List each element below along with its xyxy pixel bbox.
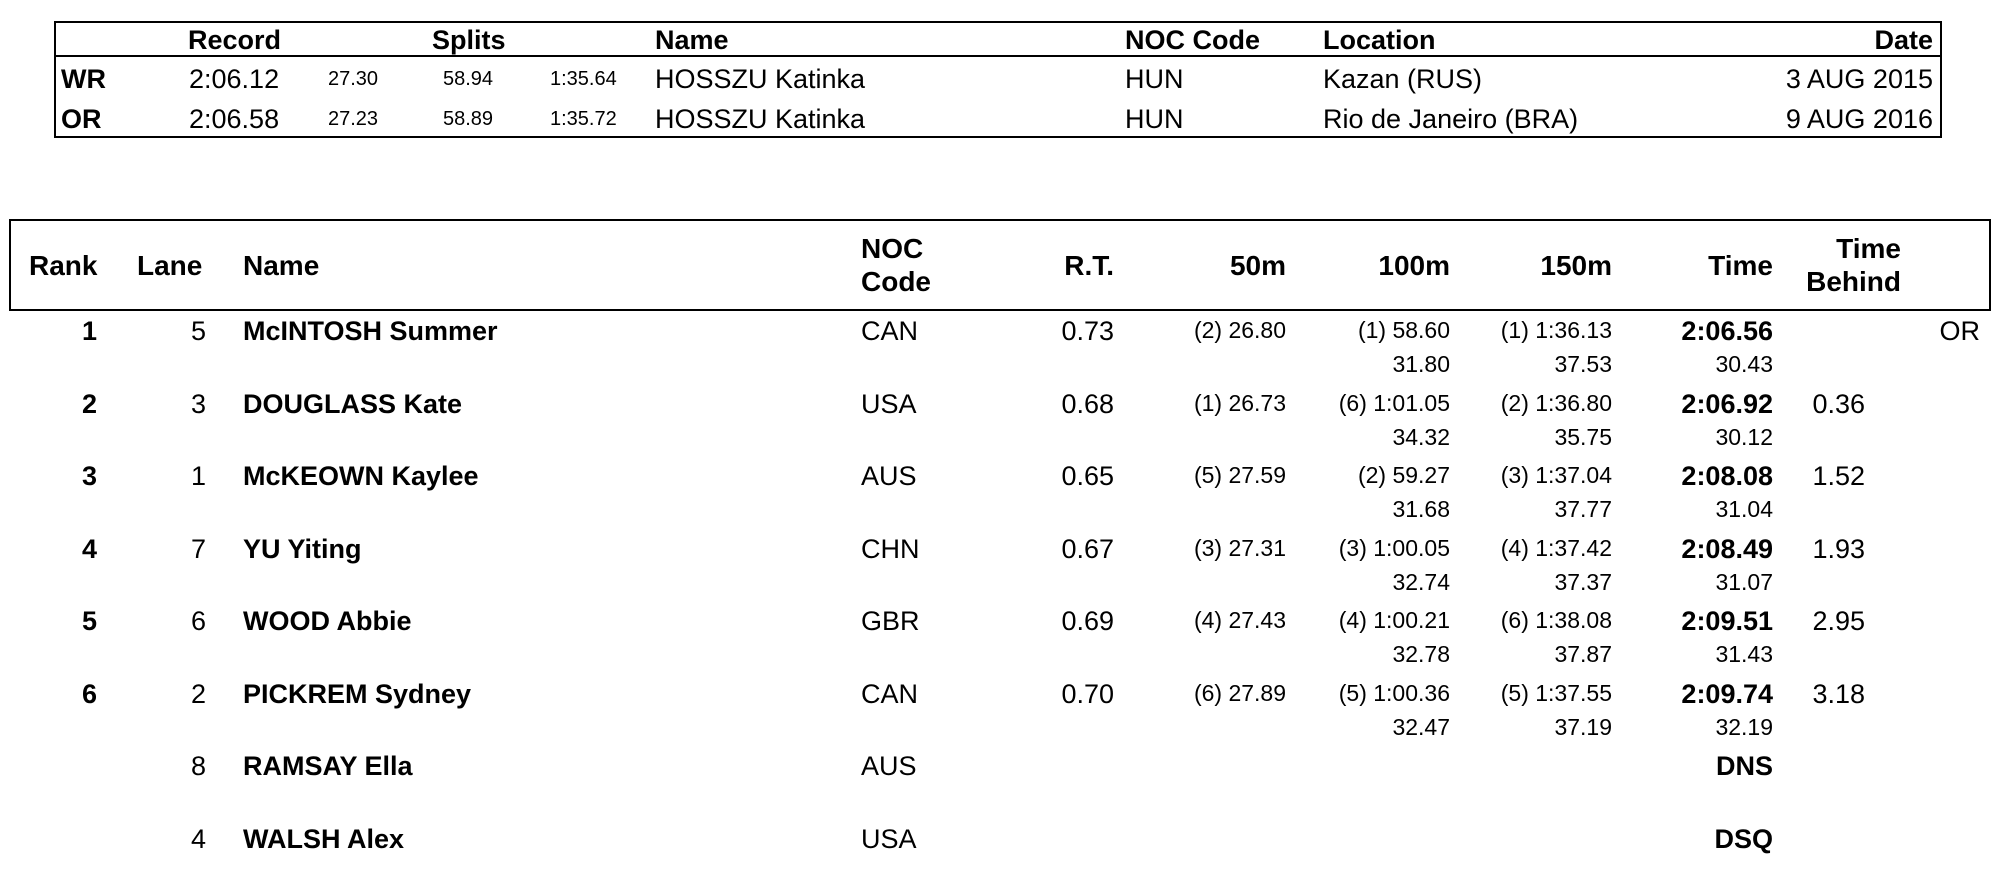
result-noc: GBR (861, 606, 920, 636)
result-lap-100m: 32.78 (1392, 641, 1450, 667)
records-header-divider (54, 55, 1942, 57)
result-time: 2:06.92 (1681, 389, 1773, 419)
result-split-100m: (3) 1:00.05 (1338, 535, 1450, 561)
result-record-mark: OR (1939, 316, 1980, 346)
record-split-50: 27.30 (328, 68, 379, 90)
records-header-splits: Splits (432, 25, 506, 55)
result-lane: 2 (190, 679, 206, 709)
result-lap-150m: 35.75 (1554, 424, 1612, 450)
result-split-150m: (6) 1:38.08 (1500, 607, 1612, 633)
result-rank: 6 (81, 679, 97, 709)
result-reaction-time: 0.68 (1061, 389, 1114, 419)
result-lap-final: 32.19 (1715, 714, 1773, 740)
results-header-behind-line1: Time (1836, 233, 1901, 264)
results-header-lane: Lane (137, 250, 203, 281)
result-rank: 3 (81, 461, 97, 491)
result-split-50m: (3) 27.31 (1193, 535, 1286, 561)
result-name: YU Yiting (243, 534, 362, 564)
result-lane: 3 (190, 389, 206, 419)
results-header-time: Time (1708, 250, 1773, 281)
result-time: 2:09.74 (1681, 679, 1773, 709)
result-name: PICKREM Sydney (243, 679, 472, 709)
result-reaction-time: 0.69 (1061, 606, 1114, 636)
result-split-100m: (5) 1:00.36 (1338, 680, 1450, 706)
result-lap-100m: 31.68 (1392, 496, 1450, 522)
records-header-location: Location (1323, 25, 1436, 55)
result-split-150m: (1) 1:36.13 (1500, 317, 1612, 343)
result-noc: USA (861, 389, 917, 419)
record-split-100: 58.89 (443, 108, 494, 130)
record-split-150: 1:35.64 (550, 68, 617, 90)
result-lap-150m: 37.53 (1554, 351, 1612, 377)
result-lane: 6 (190, 606, 206, 636)
result-name: WOOD Abbie (243, 606, 412, 636)
result-lap-final: 31.43 (1715, 641, 1773, 667)
record-name: HOSSZU Katinka (655, 64, 866, 94)
result-noc: CAN (861, 316, 919, 346)
result-reaction-time: 0.67 (1061, 534, 1114, 564)
result-lane: 5 (190, 316, 206, 346)
result-split-100m: (2) 59.27 (1357, 462, 1450, 488)
result-lap-final: 30.12 (1715, 424, 1773, 450)
result-split-50m: (6) 27.89 (1193, 680, 1286, 706)
records-header-noc: NOC Code (1125, 25, 1260, 55)
result-time: 2:06.56 (1681, 316, 1773, 346)
records-header-record: Record (188, 25, 282, 55)
result-name: WALSH Alex (243, 824, 405, 854)
results-header-rt: R.T. (1064, 250, 1114, 281)
records-header-name: Name (655, 25, 729, 55)
record-date: 9 AUG 2016 (1785, 104, 1933, 134)
record-noc: HUN (1125, 64, 1184, 94)
result-time: 2:09.51 (1681, 606, 1773, 636)
result-lap-100m: 34.32 (1392, 424, 1450, 450)
result-lap-100m: 32.47 (1392, 714, 1450, 740)
result-reaction-time: 0.73 (1061, 316, 1114, 346)
record-split-50: 27.23 (328, 108, 379, 130)
result-time-behind: 3.18 (1812, 679, 1865, 709)
results-header-behind-line2: Behind (1806, 266, 1901, 297)
result-lane: 8 (190, 751, 206, 781)
record-name: HOSSZU Katinka (655, 104, 866, 134)
result-name: McINTOSH Summer (243, 316, 498, 346)
result-lap-final: 31.07 (1715, 569, 1773, 595)
record-label: OR (61, 104, 102, 134)
result-rank: 1 (81, 316, 97, 346)
result-time-behind: 2.95 (1812, 606, 1865, 636)
record-noc: HUN (1125, 104, 1184, 134)
result-split-100m: (6) 1:01.05 (1338, 390, 1450, 416)
result-split-100m: (1) 58.60 (1357, 317, 1450, 343)
results-header-150m: 150m (1540, 250, 1612, 281)
result-split-150m: (2) 1:36.80 (1500, 390, 1612, 416)
result-lap-final: 31.04 (1715, 496, 1773, 522)
result-lap-100m: 31.80 (1392, 351, 1450, 377)
results-header-50m: 50m (1229, 250, 1286, 281)
record-split-150: 1:35.72 (550, 108, 617, 130)
result-split-150m: (4) 1:37.42 (1500, 535, 1612, 561)
result-lap-150m: 37.87 (1554, 641, 1612, 667)
result-lane: 4 (190, 824, 206, 854)
results-header-rank: Rank (29, 250, 98, 281)
result-split-150m: (5) 1:37.55 (1500, 680, 1612, 706)
result-lane: 1 (190, 461, 206, 491)
result-split-50m: (2) 26.80 (1193, 317, 1286, 343)
result-lap-150m: 37.77 (1554, 496, 1612, 522)
result-reaction-time: 0.70 (1061, 679, 1114, 709)
result-noc: USA (861, 824, 917, 854)
result-split-50m: (1) 26.73 (1193, 390, 1286, 416)
record-label: WR (61, 64, 106, 94)
result-rank: 5 (81, 606, 97, 636)
result-split-150m: (3) 1:37.04 (1500, 462, 1612, 488)
result-lane: 7 (190, 534, 206, 564)
results-header-name: Name (243, 250, 320, 281)
result-noc: CHN (861, 534, 920, 564)
result-name: McKEOWN Kaylee (243, 461, 479, 491)
records-header-date: Date (1874, 25, 1933, 55)
result-lap-150m: 37.19 (1554, 714, 1612, 740)
result-split-50m: (5) 27.59 (1193, 462, 1286, 488)
results-header-noc-line2: Code (861, 266, 931, 297)
result-split-50m: (4) 27.43 (1193, 607, 1286, 633)
result-time: 2:08.49 (1681, 534, 1773, 564)
result-lap-150m: 37.37 (1554, 569, 1612, 595)
record-location: Rio de Janeiro (BRA) (1323, 104, 1579, 134)
result-name: DOUGLASS Kate (243, 389, 463, 419)
result-split-100m: (4) 1:00.21 (1338, 607, 1450, 633)
result-time: DSQ (1714, 824, 1773, 854)
result-rank: 4 (81, 534, 97, 564)
result-noc: CAN (861, 679, 919, 709)
record-time: 2:06.58 (189, 104, 280, 134)
results-header-noc-line1: NOC (861, 233, 924, 264)
result-time: 2:08.08 (1681, 461, 1773, 491)
record-split-100: 58.94 (443, 68, 494, 90)
result-time: DNS (1715, 751, 1773, 781)
result-lap-100m: 32.74 (1392, 569, 1450, 595)
result-time-behind: 0.36 (1812, 389, 1865, 419)
record-time: 2:06.12 (189, 64, 280, 94)
results-header-100m: 100m (1378, 250, 1450, 281)
record-date: 3 AUG 2015 (1785, 64, 1933, 94)
result-name: RAMSAY Ella (243, 751, 413, 781)
result-reaction-time: 0.65 (1061, 461, 1114, 491)
result-lap-final: 30.43 (1715, 351, 1773, 377)
record-location: Kazan (RUS) (1323, 64, 1483, 94)
result-time-behind: 1.52 (1812, 461, 1865, 491)
result-noc: AUS (861, 751, 917, 781)
result-time-behind: 1.93 (1812, 534, 1865, 564)
result-rank: 2 (81, 389, 97, 419)
result-noc: AUS (861, 461, 917, 491)
